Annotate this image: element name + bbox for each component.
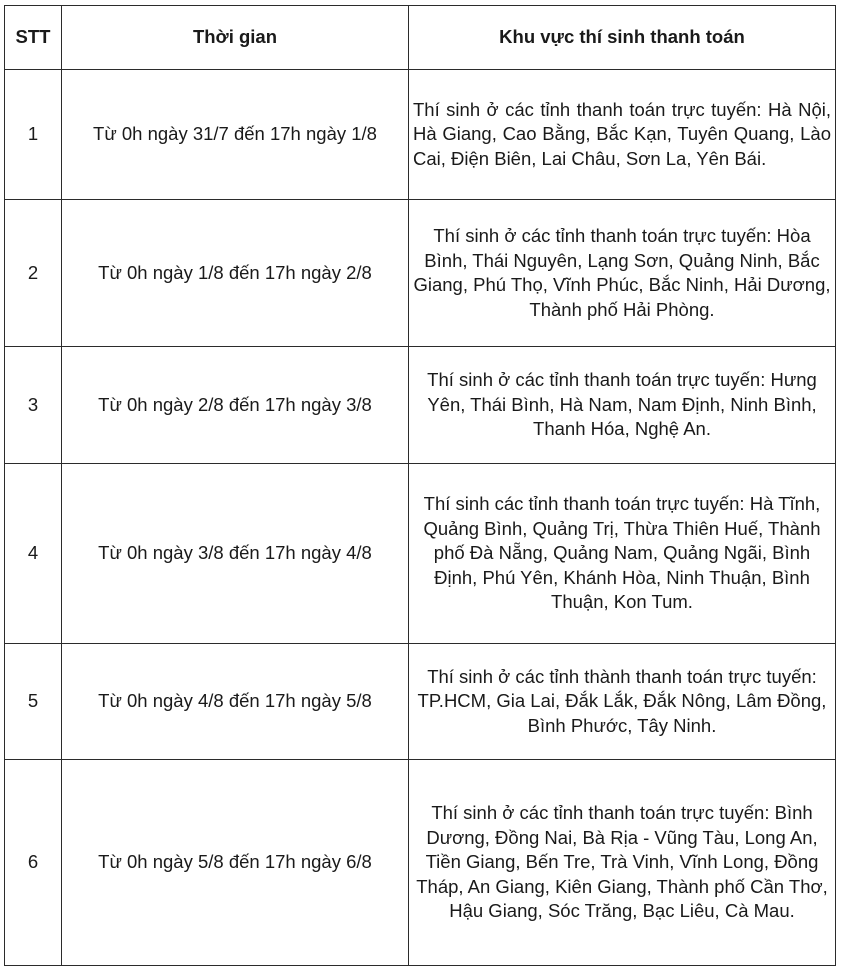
row-time: Từ 0h ngày 31/7 đến 17h ngày 1/8 bbox=[62, 70, 409, 200]
row-area: Thí sinh ở các tỉnh thanh toán trực tuyến: Hòa Bình, Thái Nguyên, Lạng Sơn, Quảng Ninh, Bắc Giang, Phú Thọ, Vĩnh Phúc, Bắc Ninh, Hải Dương, Thành phố Hải Phòng. bbox=[409, 200, 836, 347]
header-time: Thời gian bbox=[62, 6, 409, 70]
table-row bbox=[5, 347, 836, 464]
table-row bbox=[5, 70, 836, 200]
row-area: Thí sinh ở các tỉnh thanh toán trực tuyến: Bình Dương, Đồng Nai, Bà Rịa - Vũng Tàu, Long An, Tiền Giang, Bến Tre, Trà Vinh, Vĩnh Long, Đồng Tháp, An Giang, Kiên Giang, Thành phố Cần Thơ, Hậu Giang, Sóc Trăng, Bạc Liêu, Cà Mau. bbox=[409, 760, 836, 966]
row-stt: 4 bbox=[5, 464, 62, 644]
row-stt: 6 bbox=[5, 760, 62, 966]
row-stt: 2 bbox=[5, 200, 62, 347]
row-time: Từ 0h ngày 1/8 đến 17h ngày 2/8 bbox=[62, 200, 409, 347]
header-stt: STT bbox=[5, 6, 62, 70]
table-row bbox=[5, 760, 836, 966]
payment-schedule-table-wrapper bbox=[4, 5, 835, 965]
table-row bbox=[5, 464, 836, 644]
row-area: Thí sinh ở các tỉnh thanh toán trực tuyến: Hà Nội, Hà Giang, Cao Bằng, Bắc Kạn, Tuyên Quang, Lào Cai, Điện Biên, Lai Châu, Sơn La, Yên Bái. bbox=[409, 70, 836, 200]
row-time: Từ 0h ngày 3/8 đến 17h ngày 4/8 bbox=[62, 464, 409, 644]
row-area: Thí sinh các tỉnh thanh toán trực tuyến: Hà Tĩnh, Quảng Bình, Quảng Trị, Thừa Thiên Huế, Thành phố Đà Nẵng, Quảng Nam, Quảng Ngãi, Bình Định, Phú Yên, Khánh Hòa, Ninh Thuận, Bình Thuận, Kon Tum. bbox=[409, 464, 836, 644]
table-header-row bbox=[5, 6, 836, 70]
payment-schedule-table bbox=[4, 5, 836, 966]
row-area: Thí sinh ở các tỉnh thanh toán trực tuyến: Hưng Yên, Thái Bình, Hà Nam, Nam Định, Ninh Bình, Thanh Hóa, Nghệ An. bbox=[409, 347, 836, 464]
row-stt: 5 bbox=[5, 644, 62, 760]
row-stt: 3 bbox=[5, 347, 62, 464]
row-time: Từ 0h ngày 4/8 đến 17h ngày 5/8 bbox=[62, 644, 409, 760]
row-time: Từ 0h ngày 2/8 đến 17h ngày 3/8 bbox=[62, 347, 409, 464]
header-area: Khu vực thí sinh thanh toán bbox=[409, 6, 836, 70]
table-row bbox=[5, 200, 836, 347]
row-stt: 1 bbox=[5, 70, 62, 200]
row-area: Thí sinh ở các tỉnh thành thanh toán trực tuyến: TP.HCM, Gia Lai, Đắk Lắk, Đắk Nông, Lâm Đồng, Bình Phước, Tây Ninh. bbox=[409, 644, 836, 760]
row-time: Từ 0h ngày 5/8 đến 17h ngày 6/8 bbox=[62, 760, 409, 966]
table-row bbox=[5, 644, 836, 760]
